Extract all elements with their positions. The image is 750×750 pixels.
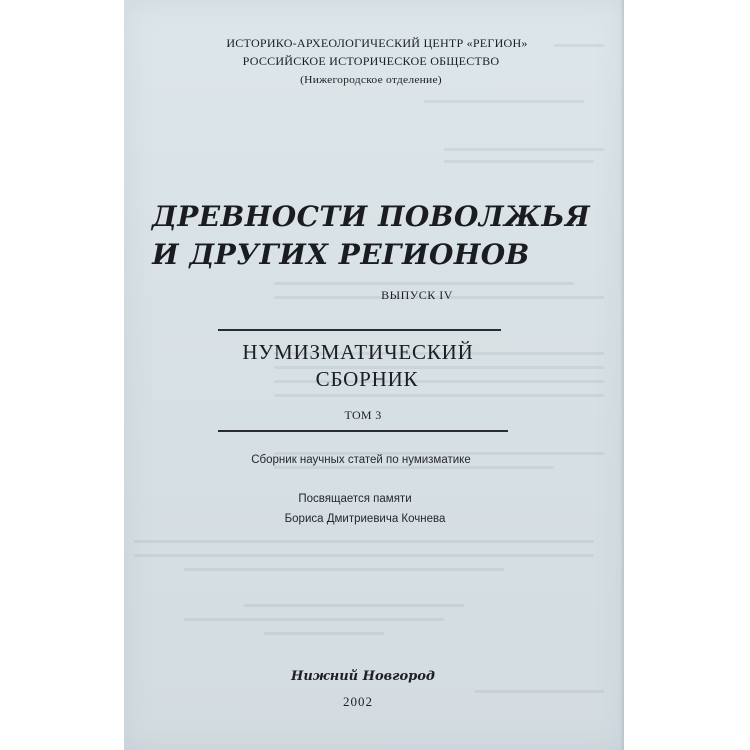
- publisher-line-1: ИСТОРИКО-АРХЕОЛОГИЧЕСКИЙ ЦЕНТР «РЕГИОН»: [226, 38, 528, 50]
- book-title-line-2: И ДРУГИХ РЕГИОНОВ: [152, 238, 530, 271]
- show-through-text: [274, 394, 604, 397]
- show-through-text: [244, 604, 464, 607]
- publisher-line-2: РОССИЙСКОЕ ИСТОРИЧЕСКОЕ ОБЩЕСТВО: [242, 56, 500, 68]
- show-through-text: [134, 540, 594, 543]
- show-through-text: [274, 466, 554, 469]
- volume-number: ТОМ 3: [344, 408, 382, 422]
- collection-description: Сборник научных статей по нумизматике: [251, 454, 471, 466]
- show-through-text: [134, 554, 594, 557]
- show-through-text: [184, 618, 444, 621]
- publisher-line-3: (Нижегородское отделение): [300, 74, 442, 86]
- show-through-text: [444, 148, 604, 151]
- show-through-text: [184, 568, 504, 571]
- collection-title-line-2: СБОРНИК: [315, 367, 419, 391]
- publication-city: Нижний Новгород: [291, 669, 435, 684]
- top-rule: [218, 329, 501, 331]
- publication-year: 2002: [343, 694, 373, 709]
- dedication-line-2: Бориса Дмитриевича Кочнева: [284, 513, 446, 525]
- show-through-text: [444, 160, 594, 163]
- show-through-text: [264, 632, 384, 635]
- dedication-line-1: Посвящается памяти: [298, 493, 412, 505]
- collection-title-line-1: НУМИЗМАТИЧЕСКИЙ: [242, 340, 474, 364]
- show-through-text: [274, 282, 574, 285]
- show-through-text: [474, 690, 604, 693]
- bottom-rule: [218, 430, 508, 432]
- issue-number: ВЫПУСК IV: [381, 288, 453, 302]
- show-through-text: [424, 100, 584, 103]
- book-title-line-1: ДРЕВНОСТИ ПОВОЛЖЬЯ: [151, 200, 591, 233]
